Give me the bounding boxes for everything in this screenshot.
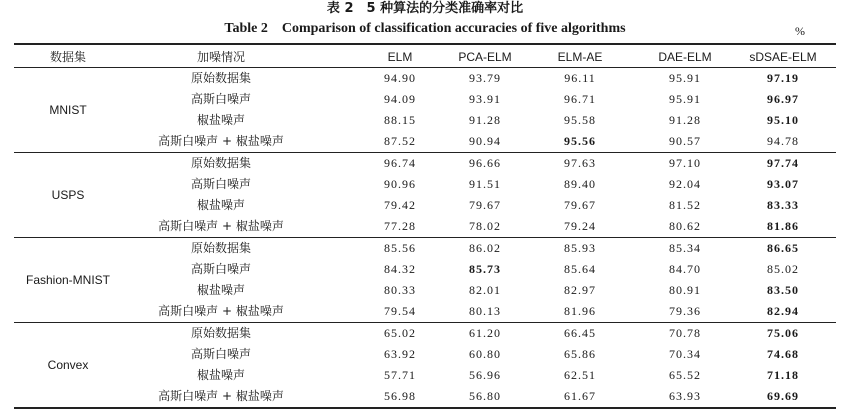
- accuracy-cell: 61.20: [469, 326, 501, 340]
- noise-cell: 原始数据集: [190, 241, 251, 255]
- accuracy-cell: 85.73: [469, 262, 501, 276]
- accuracy-cell: 93.91: [469, 92, 501, 106]
- header-pca-elm: PCA-ELM: [458, 50, 512, 64]
- header-elm-ae: ELM-AE: [557, 50, 603, 64]
- accuracy-cell: 78.02: [469, 219, 501, 233]
- accuracy-cell: 95.91: [669, 92, 701, 106]
- accuracy-cell: 74.68: [767, 347, 799, 361]
- accuracy-cell: 90.94: [469, 134, 501, 148]
- accuracy-cell: 97.74: [767, 156, 799, 170]
- table-caption-chinese: 表 2 5 种算法的分类准确率对比: [326, 1, 524, 16]
- accuracy-cell: 83.33: [767, 198, 799, 212]
- accuracy-cell: 84.32: [384, 262, 416, 276]
- accuracy-cell: 97.63: [564, 156, 596, 170]
- header-sdsae-elm: sDSAE-ELM: [749, 50, 817, 64]
- header-dae-elm: DAE-ELM: [658, 50, 712, 64]
- accuracy-cell: 90.96: [384, 177, 416, 191]
- accuracy-cell: 96.74: [384, 156, 416, 170]
- accuracy-cell: 60.80: [469, 347, 501, 361]
- accuracy-cell: 62.51: [564, 368, 596, 382]
- noise-cell: 高斯白噪声: [190, 262, 251, 276]
- accuracy-cell: 75.06: [767, 326, 799, 340]
- accuracy-cell: 87.52: [384, 134, 416, 148]
- dataset-label: Fashion-MNIST: [25, 273, 111, 287]
- accuracy-cell: 81.96: [564, 304, 596, 318]
- accuracy-cell: 63.93: [669, 389, 701, 403]
- accuracy-cell: 95.91: [669, 71, 701, 85]
- noise-cell: 高斯白噪声: [190, 347, 251, 361]
- accuracy-cell: 65.86: [564, 347, 596, 361]
- noise-cell: 椒盐噪声: [196, 283, 245, 297]
- accuracy-cell: 65.02: [384, 326, 416, 340]
- accuracy-cell: 56.80: [469, 389, 501, 403]
- accuracy-cell: 85.02: [767, 262, 799, 276]
- accuracy-cell: 91.28: [469, 113, 501, 127]
- dataset-label: USPS: [51, 188, 85, 202]
- accuracy-cell: 93.79: [469, 71, 501, 85]
- accuracy-cell: 82.01: [469, 283, 501, 297]
- accuracy-cell: 79.42: [384, 198, 416, 212]
- accuracy-cell: 56.98: [384, 389, 416, 403]
- accuracy-cell: 79.67: [564, 198, 596, 212]
- accuracy-cell: 88.15: [384, 113, 416, 127]
- accuracy-cell: 79.24: [564, 219, 596, 233]
- accuracy-cell: 79.36: [669, 304, 701, 318]
- accuracy-cell: 97.10: [669, 156, 701, 170]
- noise-cell: 原始数据集: [190, 156, 251, 170]
- accuracy-cell: 91.28: [669, 113, 701, 127]
- noise-cell: 椒盐噪声: [196, 113, 245, 127]
- accuracy-cell: 97.19: [767, 71, 799, 85]
- accuracy-cell: 95.56: [564, 134, 596, 148]
- accuracy-cell: 83.50: [767, 283, 799, 297]
- accuracy-cell: 85.56: [384, 241, 416, 255]
- accuracy-cell: 85.64: [564, 262, 596, 276]
- accuracy-cell: 56.96: [469, 368, 501, 382]
- noise-cell: 高斯白噪声 + 椒盐噪声: [158, 134, 284, 148]
- accuracy-cell: 81.86: [767, 219, 799, 233]
- noise-cell: 高斯白噪声: [190, 92, 251, 106]
- accuracy-cell: 71.18: [767, 368, 799, 382]
- accuracy-cell: 85.34: [669, 241, 701, 255]
- accuracy-cell: 92.04: [669, 177, 701, 191]
- table-top-rule: [14, 43, 836, 45]
- header-dataset: 数据集: [49, 50, 86, 64]
- accuracy-cell: 93.07: [767, 177, 799, 191]
- noise-cell: 原始数据集: [190, 71, 251, 85]
- accuracy-cell: 79.54: [384, 304, 416, 318]
- accuracy-cell: 96.71: [564, 92, 596, 106]
- accuracy-cell: 77.28: [384, 219, 416, 233]
- accuracy-cell: 70.78: [669, 326, 701, 340]
- accuracy-cell: 94.09: [384, 92, 416, 106]
- noise-cell: 高斯白噪声: [190, 177, 251, 191]
- accuracy-cell: 69.69: [767, 389, 799, 403]
- accuracy-cell: 86.02: [469, 241, 501, 255]
- accuracy-cell: 91.51: [469, 177, 501, 191]
- accuracy-cell: 80.33: [384, 283, 416, 297]
- accuracy-cell: 95.58: [564, 113, 596, 127]
- dataset-label: MNIST: [49, 103, 87, 117]
- accuracy-cell: 94.90: [384, 71, 416, 85]
- accuracy-cell: 85.93: [564, 241, 596, 255]
- accuracy-cell: 82.94: [767, 304, 799, 318]
- accuracy-cell: 63.92: [384, 347, 416, 361]
- dataset-label: Convex: [47, 358, 89, 372]
- accuracy-cell: 82.97: [564, 283, 596, 297]
- accuracy-cell: 86.65: [767, 241, 799, 255]
- accuracy-cell: 89.40: [564, 177, 596, 191]
- unit-label: %: [795, 24, 805, 38]
- accuracy-cell: 94.78: [767, 134, 799, 148]
- noise-cell: 椒盐噪声: [196, 198, 245, 212]
- accuracy-cell: 79.67: [469, 198, 501, 212]
- header-elm: ELM: [387, 50, 413, 64]
- noise-cell: 高斯白噪声 + 椒盐噪声: [158, 389, 284, 403]
- accuracy-cell: 80.13: [469, 304, 501, 318]
- noise-cell: 高斯白噪声 + 椒盐噪声: [158, 304, 284, 318]
- noise-cell: 高斯白噪声 + 椒盐噪声: [158, 219, 284, 233]
- accuracy-cell: 80.91: [669, 283, 701, 297]
- noise-cell: 原始数据集: [190, 326, 251, 340]
- accuracy-cell: 96.11: [564, 71, 596, 85]
- table-caption-english: Table 2 Comparison of classification accuracies of five algorithms: [224, 21, 626, 36]
- table-bottom-rule: [14, 407, 836, 409]
- accuracy-cell: 95.10: [767, 113, 799, 127]
- accuracy-cell: 84.70: [669, 262, 701, 276]
- noise-cell: 椒盐噪声: [196, 368, 245, 382]
- accuracy-cell: 96.66: [469, 156, 501, 170]
- accuracy-cell: 81.52: [669, 198, 701, 212]
- accuracy-cell: 80.62: [669, 219, 701, 233]
- accuracy-cell: 70.34: [669, 347, 701, 361]
- accuracy-cell: 61.67: [564, 389, 596, 403]
- accuracy-cell: 65.52: [669, 368, 701, 382]
- accuracy-cell: 96.97: [767, 92, 799, 106]
- header-noise: 加噪情况: [196, 50, 245, 64]
- accuracy-cell: 66.45: [564, 326, 596, 340]
- accuracy-cell: 90.57: [669, 134, 701, 148]
- accuracy-cell: 57.71: [384, 368, 416, 382]
